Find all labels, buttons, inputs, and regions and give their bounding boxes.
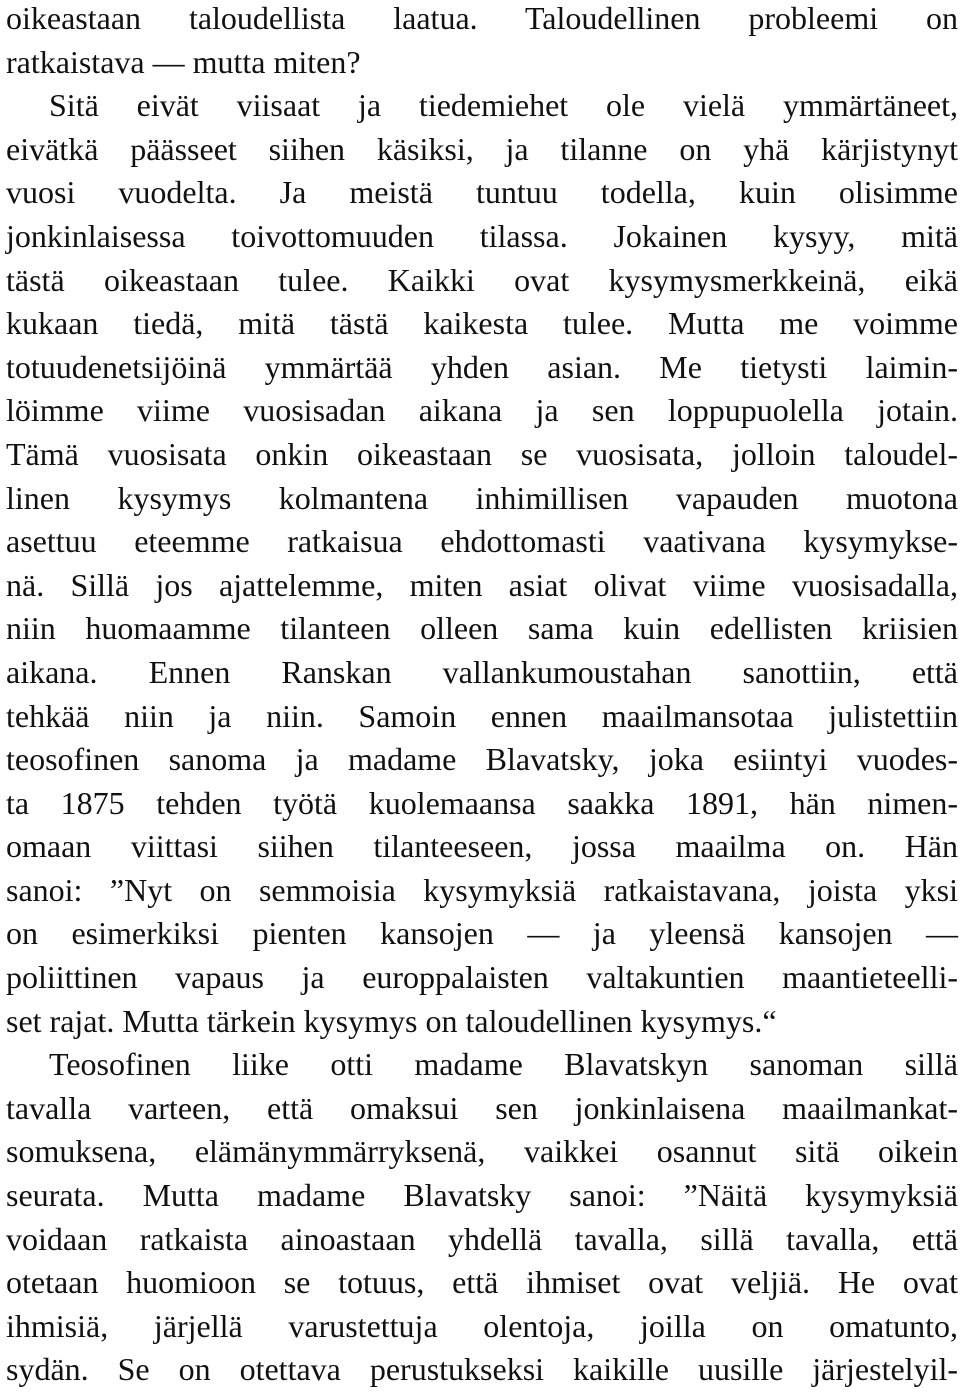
text-line-31: ihmisiä, järjellä varustettuja olentoja, joilla on omatunto, <box>6 1307 958 1344</box>
text-line-3: Sitä eivät viisaat ja tiedemiehet ole vielä ymmärtäneet, <box>49 87 958 124</box>
text-line-12: linen kysymys kolmantena inhimillisen vapauden muotona <box>6 479 958 516</box>
text-line-14: nä. Sillä jos ajattelemme, miten asiat olivat viime vuosisadalla, <box>6 566 958 603</box>
text-line-17: tehkää niin ja niin. Samoin ennen maailmansotaa julistettiin <box>6 697 958 734</box>
text-line-5: vuosi vuodelta. Ja meistä tuntuu todella, kuin olisimme <box>6 174 958 211</box>
text-line-20: omaan viittasi siihen tilanteeseen, jossa maailma on. Hän <box>6 828 958 865</box>
text-line-13: asettuu eteemme ratkaisua ehdottomasti vaativana kysymykse- <box>6 523 958 560</box>
text-line-4: eivätkä päässeet siihen käsiksi, ja tilanne on yhä kärjistynyt <box>6 130 958 167</box>
text-line-1: oikeastaan taloudellista laatua. Taloudellinen probleemi on <box>6 0 958 36</box>
text-line-30: otetaan huomioon se totuus, että ihmiset ovat veljiä. He ovat <box>6 1264 958 1301</box>
text-line-29: voidaan ratkaista ainoastaan yhdellä tavalla, sillä tavalla, että <box>6 1220 958 1257</box>
text-line-15: niin huomaamme tilanteen olleen sama kuin edellisten kriisien <box>6 610 958 647</box>
text-line-10: löimme viime vuosisadan aikana ja sen loppupuolella jotain. <box>6 392 958 429</box>
text-line-16: aikana. Ennen Ranskan vallankumoustahan sanottiin, että <box>6 653 958 690</box>
text-line-26: tavalla varteen, että omaksui sen jonkinlaisena maailmankat- <box>6 1089 958 1126</box>
text-line-8: kukaan tiedä, mitä tästä kaikesta tulee. Mutta me voimme <box>6 305 958 342</box>
text-line-24: set rajat. Mutta tärkein kysymys on taloudellinen kysymys.“ <box>6 1002 777 1039</box>
text-line-19: ta 1875 tehden työtä kuolemaansa saakka 1891, hän nimen- <box>6 784 958 821</box>
text-line-21: sanoi: ”Nyt on semmoisia kysymyksiä ratkaistavana, joista yksi <box>6 871 958 908</box>
text-line-27: somuksena, elämänymmärryksenä, vaikkei osannut sitä oikein <box>6 1133 958 1170</box>
text-line-7: tästä oikeastaan tulee. Kaikki ovat kysymysmerkkeinä, eikä <box>6 261 958 298</box>
text-line-18: teosofinen sanoma ja madame Blavatsky, joka esiintyi vuodes- <box>6 741 958 778</box>
text-line-6: jonkinlaisessa toivottomuuden tilassa. Jokainen kysyy, mitä <box>6 217 958 254</box>
text-line-32: sydän. Se on otettava perustukseksi kaikille uusille järjestelyil- <box>6 1351 958 1388</box>
text-line-2: ratkaistava — mutta miten? <box>6 43 361 80</box>
text-line-23: poliittinen vapaus ja europpalaisten valtakuntien maantieteelli- <box>6 959 958 996</box>
text-line-11: Tämä vuosisata onkin oikeastaan se vuosisata, jolloin taloudel- <box>6 435 958 472</box>
text-line-25: Teosofinen liike otti madame Blavatskyn sanoman sillä <box>49 1046 958 1083</box>
text-line-28: seurata. Mutta madame Blavatsky sanoi: ”Näitä kysymyksiä <box>6 1177 958 1214</box>
text-line-22: on esimerkiksi pienten kansojen — ja yleensä kansojen — <box>6 915 958 952</box>
document-page <box>6 0 958 1392</box>
text-line-9: totuudenetsijöinä ymmärtää yhden asian. Me tietysti laimin- <box>6 348 958 385</box>
